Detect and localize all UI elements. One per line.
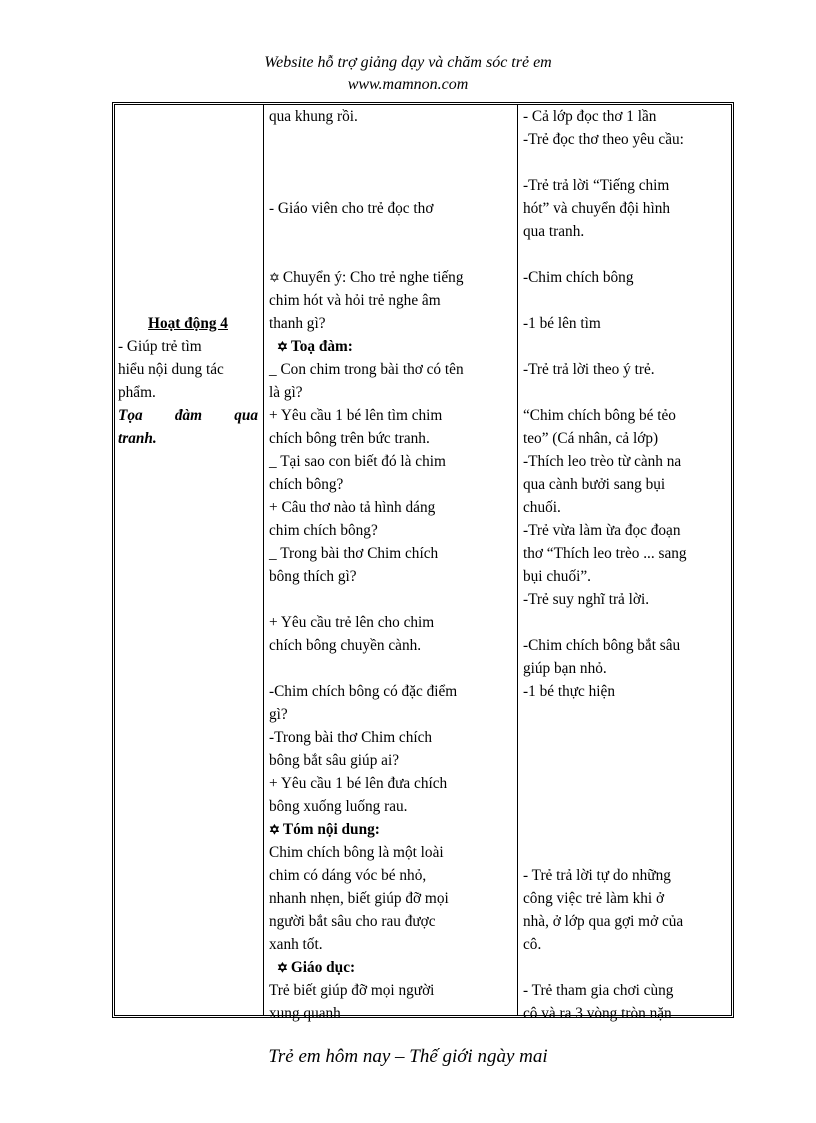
star-icon: ✡ — [277, 339, 288, 354]
student-text: qua cành bưởi sang bụi — [523, 476, 666, 493]
teacher-text: bông xuống luống rau. — [269, 798, 408, 815]
activity-method-line: Tọa đàm qua — [118, 407, 258, 424]
student-text: chuối. — [523, 499, 561, 516]
teacher-text: chim chích bông? — [269, 522, 378, 539]
student-text: hót” và chuyển đội hình — [523, 200, 670, 217]
student-text: giúp bạn nhỏ. — [523, 660, 607, 677]
teacher-text: + Yêu cầu 1 bé lên tìm chim — [269, 407, 443, 424]
column-divider-1 — [263, 105, 264, 1015]
student-text: cô và ra 3 vòng tròn nặn — [523, 1005, 672, 1022]
teacher-text: qua khung rồi. — [269, 108, 358, 125]
section-heading: Toạ đàm: — [290, 338, 353, 355]
student-text: -Trẻ trả lời “Tiếng chim — [523, 177, 670, 194]
column-divider-2 — [517, 105, 518, 1015]
teacher-text: Trẻ biết giúp đỡ mọi người — [269, 982, 435, 999]
lesson-table — [112, 102, 734, 1022]
activity-column — [118, 105, 258, 450]
activity-title: Hoạt động 4 — [148, 315, 228, 332]
star-icon: ✡ — [269, 822, 280, 837]
student-text: cô. — [523, 936, 542, 953]
teacher-text: _ Con chim trong bài thơ có tên — [269, 361, 464, 378]
teacher-text: chim có dáng vóc bé nhỏ, — [269, 867, 427, 884]
student-text: - Trẻ trả lời tự do những — [523, 867, 671, 884]
header-line-1: Website hỗ trợ giảng dạy và chăm sóc trẻ em — [264, 54, 552, 71]
student-text: - Trẻ tham gia chơi cùng — [523, 982, 674, 999]
section-heading: Giáo dục: — [290, 959, 356, 976]
teacher-text: bông bắt sâu giúp ai? — [269, 752, 399, 769]
teacher-text: xanh tốt. — [269, 936, 323, 953]
teacher-text: _ Tại sao con biết đó là chim — [269, 453, 446, 470]
teacher-text: _ Trong bài thơ Chim chích — [269, 545, 439, 562]
teacher-text: + Yêu cầu trẻ lên cho chim — [269, 614, 435, 631]
student-text: -Chim chích bông bắt sâu — [523, 637, 681, 654]
teacher-text: Chuyển ý: Cho trẻ nghe tiếng — [282, 269, 464, 286]
teacher-text: - Giáo viên cho trẻ đọc thơ — [269, 200, 434, 217]
student-text: -1 bé thực hiện — [523, 683, 615, 700]
teacher-text: là gì? — [269, 384, 303, 401]
student-text: nhà, ở lớp qua gợi mở của — [523, 913, 684, 930]
student-text: teo” (Cá nhân, cả lớp) — [523, 430, 659, 447]
page-footer: Trẻ em hôm nay – Thế giới ngày mai — [268, 1046, 548, 1067]
teacher-text: chim hót và hỏi trẻ nghe âm — [269, 292, 441, 309]
student-text: -Chim chích bông — [523, 269, 634, 286]
page-header — [0, 52, 816, 96]
activity-goal-line: hiểu nội dung tác — [118, 361, 224, 378]
star-icon: ✡ — [269, 270, 280, 285]
student-column — [523, 105, 728, 1025]
teacher-text: chích bông trên bức tranh. — [269, 430, 430, 447]
activity-goal-line: - Giúp trẻ tìm — [118, 338, 202, 355]
teacher-text: thanh gì? — [269, 315, 326, 332]
section-heading: Tóm nội dung: — [282, 821, 380, 838]
student-text: “Chim chích bông bé tẻo — [523, 407, 676, 424]
student-text: công việc trẻ làm khi ở — [523, 890, 665, 907]
activity-goal-line: phẩm. — [118, 384, 156, 401]
star-icon: ✡ — [277, 960, 288, 975]
student-text: -Thích leo trèo từ cành na — [523, 453, 682, 470]
teacher-text: -Trong bài thơ Chim chích — [269, 729, 433, 746]
teacher-text: -Chim chích bông có đặc điểm — [269, 683, 458, 700]
activity-method-line: tranh. — [118, 430, 157, 447]
teacher-text: chích bông chuyền cành. — [269, 637, 422, 654]
student-text: -Trẻ suy nghĩ trả lời. — [523, 591, 650, 608]
teacher-text: người bắt sâu cho rau được — [269, 913, 436, 930]
student-text: bụi chuối”. — [523, 568, 591, 585]
teacher-text: gì? — [269, 706, 288, 723]
teacher-text: Chim chích bông là một loài — [269, 844, 444, 861]
teacher-text: nhanh nhẹn, biết giúp đỡ mọi — [269, 890, 449, 907]
student-text: -Trẻ đọc thơ theo yêu cầu: — [523, 131, 684, 148]
header-line-2: www.mamnon.com — [347, 76, 469, 93]
student-text: -Trẻ trả lời theo ý trẻ. — [523, 361, 655, 378]
student-text: - Cả lớp đọc thơ 1 lần — [523, 108, 657, 125]
teacher-column — [269, 105, 512, 1025]
teacher-text: xung quanh — [269, 1005, 341, 1022]
teacher-text: + Câu thơ nào tả hình dáng — [269, 499, 436, 516]
teacher-text: chích bông? — [269, 476, 344, 493]
student-text: qua tranh. — [523, 223, 585, 240]
student-text: thơ “Thích leo trèo ... sang — [523, 545, 687, 562]
student-text: -1 bé lên tìm — [523, 315, 601, 332]
student-text: -Trẻ vừa làm ừa đọc đoạn — [523, 522, 681, 539]
teacher-text: bông thích gì? — [269, 568, 357, 585]
teacher-text: + Yêu cầu 1 bé lên đưa chích — [269, 775, 448, 792]
